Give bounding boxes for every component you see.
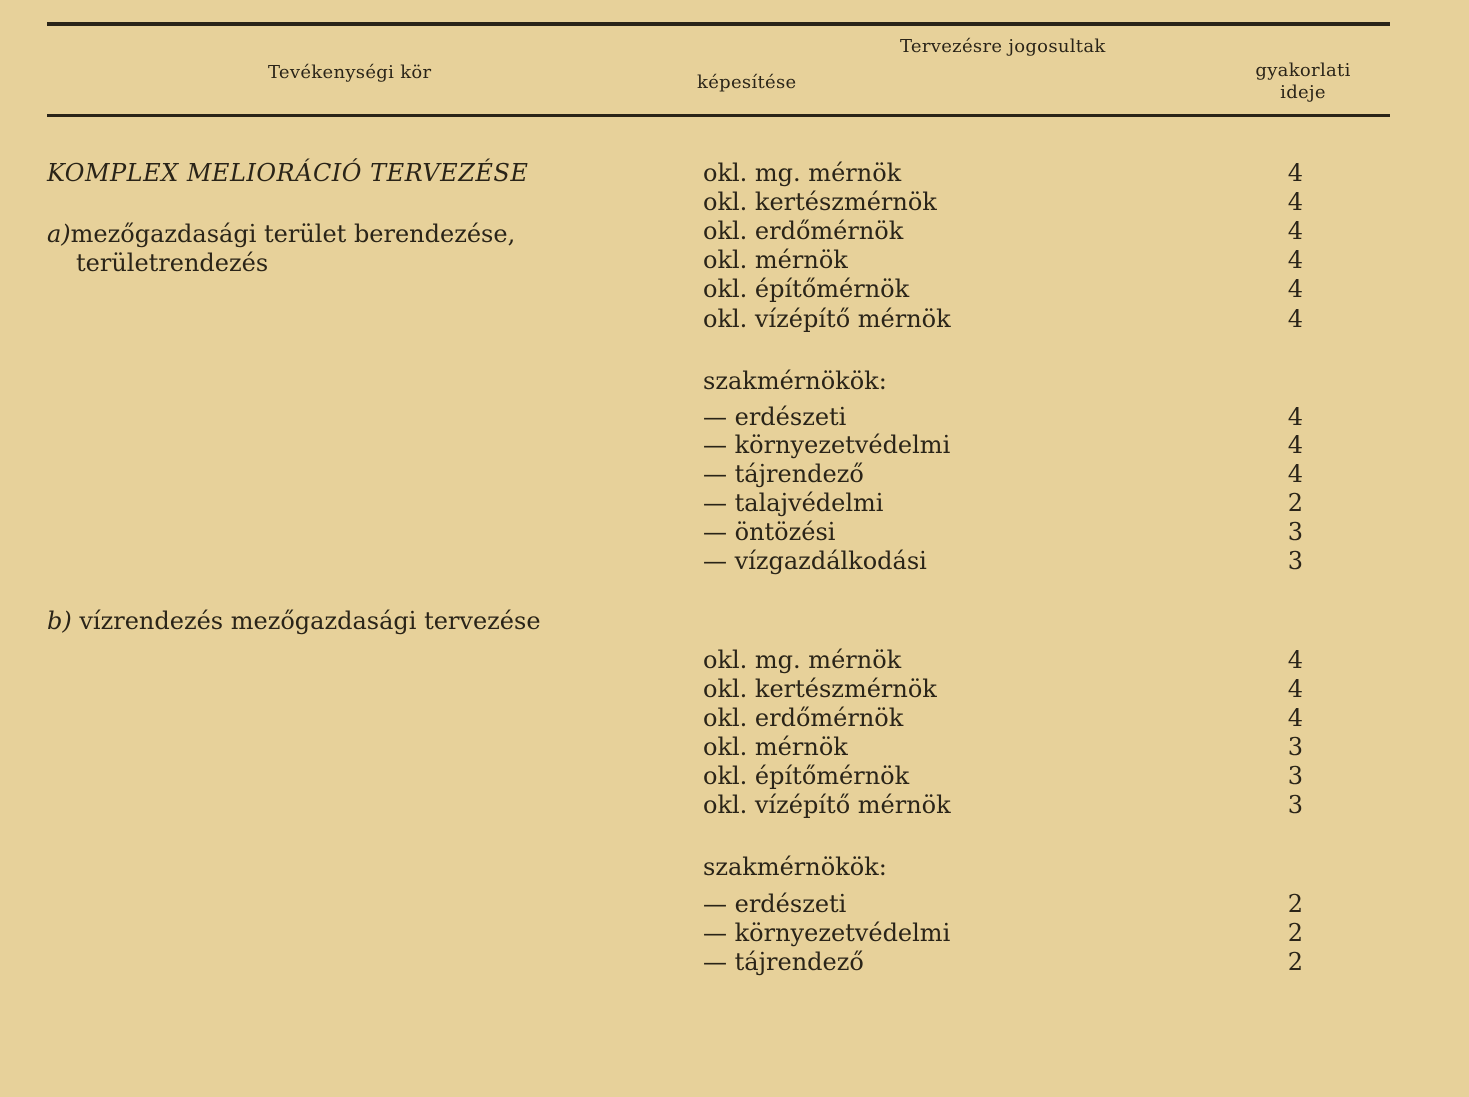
specialist-name: — környezetvédelmi <box>703 919 951 947</box>
specialist-heading: szakmérnökök: <box>703 367 887 395</box>
section-b-line1 <box>47 606 541 636</box>
specialist-name: — erdészeti <box>703 403 847 431</box>
practice-years: 4 <box>1287 403 1303 431</box>
qualification-row <box>703 703 1303 733</box>
qualification-row <box>703 732 1303 762</box>
qualification-row <box>703 790 1303 820</box>
qualification-name: okl. kertészmérnök <box>703 675 937 703</box>
practice-years: 4 <box>1287 305 1303 333</box>
practice-years: 3 <box>1287 762 1303 790</box>
qualification-name: okl. mg. mérnök <box>703 159 902 187</box>
section-a-line1 <box>47 219 515 249</box>
qualification-name: okl. mérnök <box>703 733 848 761</box>
table-top-rule <box>47 22 1390 26</box>
qualification-name: okl. mg. mérnök <box>703 646 902 674</box>
practice-years: 2 <box>1287 948 1303 976</box>
practice-years: 4 <box>1287 188 1303 216</box>
section-b-marker: b) <box>47 607 72 635</box>
specialist-row <box>703 889 1303 919</box>
header-activity: Tevékenységi kör <box>268 62 432 83</box>
qualification-name: okl. mérnök <box>703 246 848 274</box>
practice-years: 4 <box>1287 275 1303 303</box>
header-authorized: Tervezésre jogosultak <box>900 36 1106 57</box>
qualification-row <box>703 245 1303 275</box>
practice-years: 4 <box>1287 246 1303 274</box>
section-a-text: mezőgazdasági terület berendezése, <box>70 220 516 248</box>
specialist-row <box>703 517 1303 547</box>
practice-years: 4 <box>1287 675 1303 703</box>
practice-years: 4 <box>1287 646 1303 674</box>
qualification-row <box>703 304 1303 334</box>
qualification-row <box>703 158 1303 188</box>
practice-years: 2 <box>1287 489 1303 517</box>
section-a-line2: területrendezés <box>76 249 269 277</box>
header-qualification: képesítése <box>697 72 797 93</box>
qualification-name: okl. erdőmérnök <box>703 704 904 732</box>
practice-years: 4 <box>1287 704 1303 732</box>
qualification-row <box>703 216 1303 246</box>
practice-years: 3 <box>1287 791 1303 819</box>
specialist-name: — vízgazdálkodási <box>703 547 927 575</box>
practice-years: 2 <box>1287 919 1303 947</box>
qualification-name: okl. erdőmérnök <box>703 217 904 245</box>
specialist-row <box>703 459 1303 489</box>
specialist-row <box>703 402 1303 432</box>
table-header-rule <box>47 114 1390 117</box>
specialist-name: — tájrendező <box>703 460 864 488</box>
practice-years: 4 <box>1287 217 1303 245</box>
practice-years: 4 <box>1287 159 1303 187</box>
qualification-row <box>703 674 1303 704</box>
section-b-text: vízrendezés mezőgazdasági tervezése <box>79 607 541 635</box>
practice-years: 3 <box>1287 733 1303 761</box>
specialist-row <box>703 546 1303 576</box>
specialist-row <box>703 947 1303 977</box>
specialist-name: — környezetvédelmi <box>703 431 951 459</box>
qualification-name: okl. vízépítő mérnök <box>703 305 951 333</box>
qualification-row <box>703 645 1303 675</box>
specialist-heading: szakmérnökök: <box>703 853 887 881</box>
practice-years: 2 <box>1287 890 1303 918</box>
qualification-name: okl. építőmérnök <box>703 275 910 303</box>
specialist-name: — öntözési <box>703 518 836 546</box>
section-title: KOMPLEX MELIORÁCIÓ TERVEZÉSE <box>47 159 529 187</box>
specialist-row <box>703 918 1303 948</box>
qualification-name: okl. kertészmérnök <box>703 188 937 216</box>
section-a-marker: a) <box>47 220 71 248</box>
practice-years: 4 <box>1287 460 1303 488</box>
qualification-row <box>703 761 1303 791</box>
specialist-name: — tájrendező <box>703 948 864 976</box>
qualification-name: okl. építőmérnök <box>703 762 910 790</box>
specialist-name: — talajvédelmi <box>703 489 884 517</box>
specialist-name: — erdészeti <box>703 890 847 918</box>
specialist-row <box>703 488 1303 518</box>
practice-years: 3 <box>1287 518 1303 546</box>
practice-years: 4 <box>1287 431 1303 459</box>
specialist-row <box>703 430 1303 460</box>
qualification-name: okl. vízépítő mérnök <box>703 791 951 819</box>
qualification-row <box>703 187 1303 217</box>
qualification-row <box>703 274 1303 304</box>
practice-years: 3 <box>1287 547 1303 575</box>
header-practice-time: gyakorlati ideje <box>1255 60 1351 103</box>
